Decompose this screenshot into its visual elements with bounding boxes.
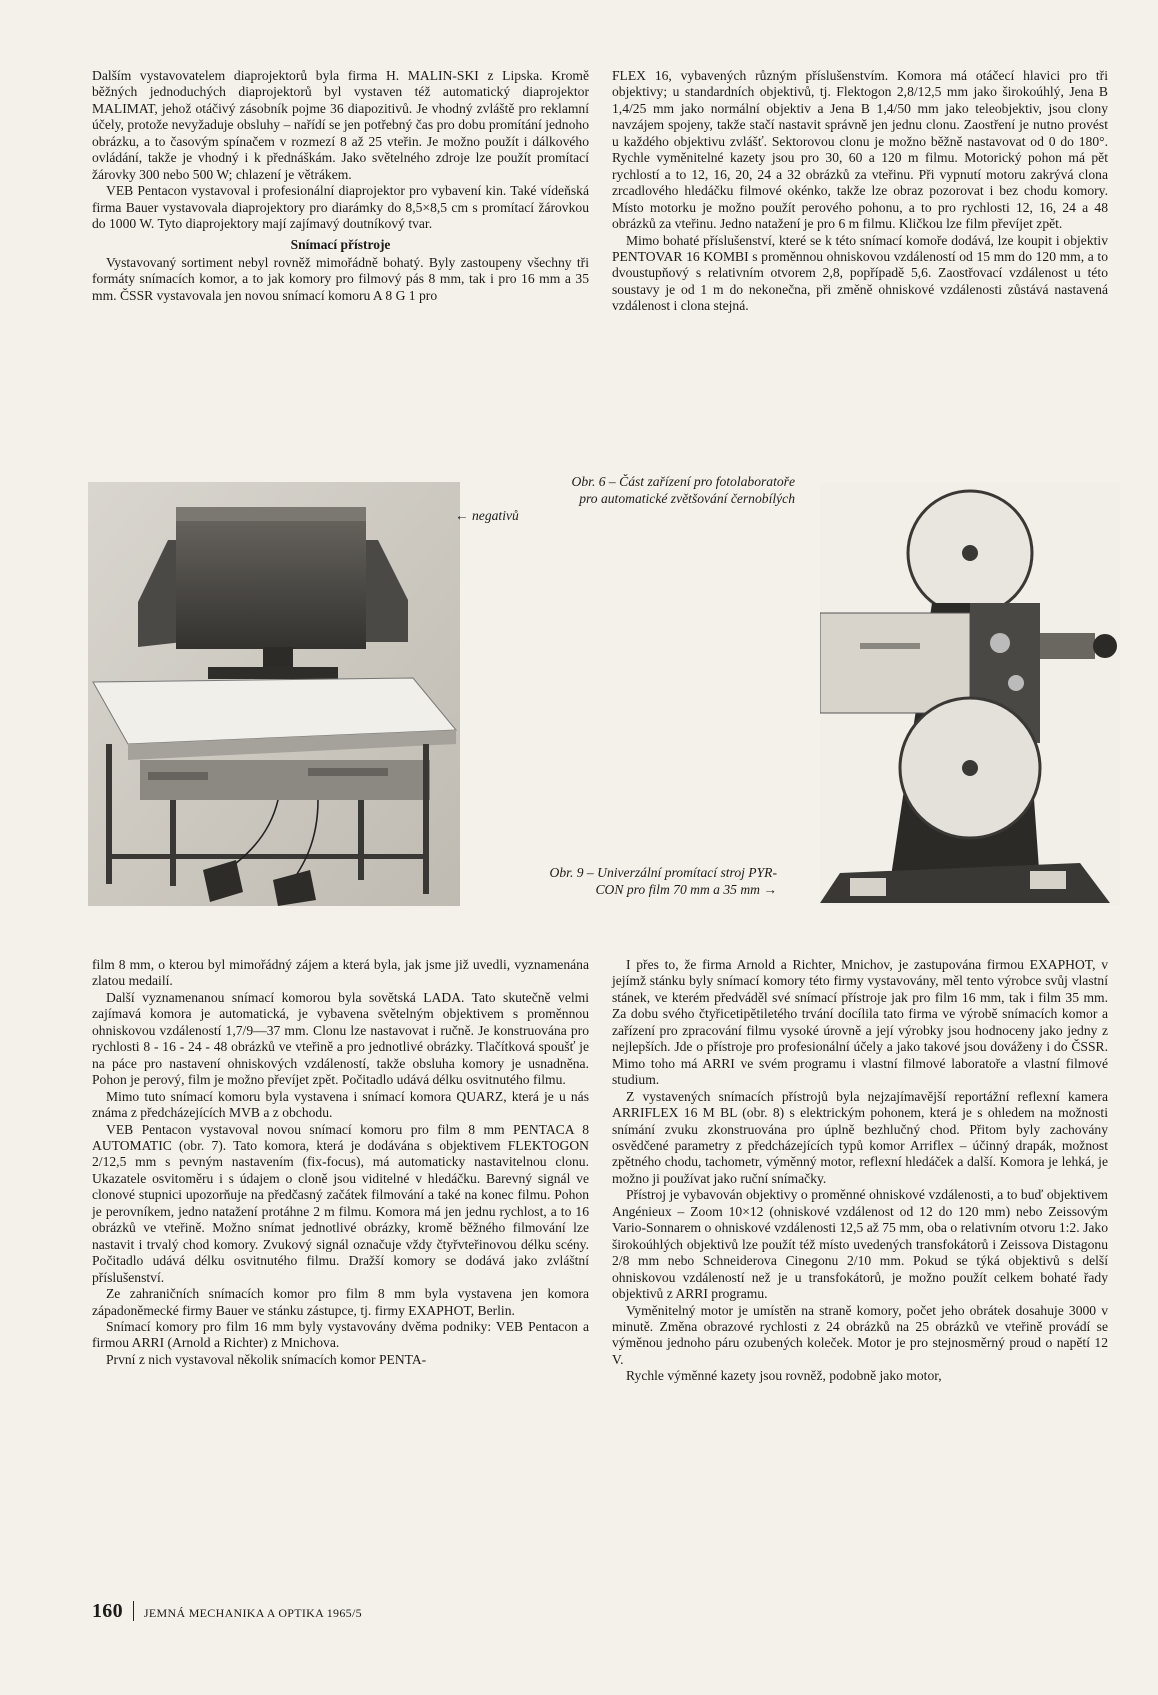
paragraph: VEB Pentacon vystavoval novou snímací komoru pro film 8 mm PENTACA 8 AUTOMATIC (obr. 7). Tato komora, která je dodávána s objektivem FLEKTOGON 2/12,5 mm s pevným nastavením (fix-focus), má automaticky nastavitelnou clonu. Ukazatele osvitoměru i s údajem o cloně jsou viditelné v hledáčku. Barevný signál ve clonové stupnici upozorňuje na předčasný začátek filmování a také na konec filmu. Pohon je perovníkem, jedno natažení protáhne 2 m filmu. Komora má jen jednu rychlost, a to 16 obrázků ve vteřině. Možno snímat jednotlivé obrázky, kromě běžného filmování lze nastavit i trvalý chod komory. Zvukový signál označuje vždy čtyřvteřinovou délku scény. Počitadlo udává délku osvitnutého filmu. Dražší komory se dodává jako zvláštní příslušenství. [92, 1121, 589, 1285]
paragraph: Přístroj je vybavován objektivy o proměnné ohniskové vzdálenosti, a to buď objektivem Angénieux – Zoom 10×12 (ohniskové vzdálenost od 12 do 120 mm) nebo Zeissovým Vario-Sonnarem o ohniskové vzdálenosti 12,5 až 75 mm, oba o relativním otvoru 1:2. Jako širokoúhlých objektivů lze použít též místo uvedených transfokátorů i Zeissova Distagonu 2/8 mm nebo Schneiderova Cinegonu 2/10 mm. Pokud se týká objektivů s delší ohniskovou vzdáleností než je u transfokátorů, je možno použít celkem bohaté řady objektivů z ARRI programu. [612, 1187, 1108, 1302]
paragraph: Rychle výměnné kazety jsou rovněž, podobně jako motor, [626, 1368, 942, 1384]
caption-line: Obr. 9 – Univerzální promítací stroj PYR- [549, 865, 777, 880]
caption-line: ← negativů [455, 508, 519, 523]
paragraph: Vyměnitelný motor je umístěn na straně komory, počet jeho obrátek dosahuje 3000 v minutě. Změna obrazové rychlosti z 24 obrázků na 25 obrázků ve vteřině provádí se výměnou jednoho páru ozubených koleček. Motor je pro stejnosměrný proud o napětí 12 V. [612, 1302, 1108, 1367]
paragraph: VEB Pentacon vystavoval i profesionální diaprojektor pro vybavení kin. Také vídeňská firma Bauer vystavovala diaprojektory pro diarámky do 8,5×8,5 cm s promítací žárovkou do 1000 W. Tyto diaprojektory mají zajímavý doutníkový tvar. [92, 183, 589, 232]
paragraph: Mimo bohaté příslušenství, které se k této snímací komoře dodává, lze koupit i objektiv PENTOVAR 16 KOMBI s proměnnou ohniskovou vzdáleností od 15 mm do 120 mm, a to dvoustupňový s relativním otvorem 2,8, popřípadě 5,6. Zaostřovací vzdálenost u této soustavy je od 1 m do nekonečna, při změně ohniskové vzdálenosti zůstává nastavená vzdálenost i clona stejná. [612, 232, 1108, 314]
caption-line: CON pro film 70 mm a 35 mm → [595, 882, 777, 897]
section-heading: Snímací přístroje [290, 236, 391, 252]
paragraph: Vystavovaný sortiment nebyl rovněž mimořádně bohatý. Byly zastoupeny všechny tři formáty snímacích komor, a to jak komory pro filmový pás 8 mm, tak i pro 16 mm a 35 mm. ČSSR vystavovala jen novou snímací komoru A 8 G 1 pro [92, 254, 589, 303]
paragraph: Mimo tuto snímací komoru byla vystavena i snímací komora QUARZ, která je u nás známa z předcházejících MVB a z obchodu. [92, 1088, 589, 1121]
caption-line: pro automatické zvětšování černobílých [579, 491, 795, 506]
footer-divider [133, 1601, 134, 1621]
figure-6-caption [455, 473, 795, 524]
caption-line: Obr. 6 – Část zařízení pro fotolaboratoře [571, 474, 795, 489]
paragraph: film 8 mm, o kterou byl mimořádný zájem a která byla, jak jsme již uvedli, vyznamenána zlatou medailí. [92, 957, 589, 989]
bottom-left-column [92, 957, 589, 1368]
paragraph: Z vystavených snímacích přístrojů byla nejzajímavější reportážní reflexní kamera ARRIFLEX 16 M BL (obr. 8) s elektrickým pohonem, která je s ohledem na možnosti snímání zvuku zkonstruována pro úplně bezhlučný chod. Přitom byly zachovány osvědčené parametry z předcházejících typů komor Arriflex – účinný drapák, možnost zpětného chodu, tachometr, výměnný motor, reflexní hledáček a další. Komora je lehká, je možno ji používat jako ruční snímačky. [612, 1088, 1108, 1186]
paragraph: Dalším vystavovatelem diaprojektorů byla firma H. MALIN-SKI z Lipska. Kromě běžných jednoduchých diaprojektorů byl vystaven též automatický diaprojektor MALIMAT, jehož otáčivý zásobník pojme 36 diapozitivů. Je vhodný zvláště pro reklamní účely, protože nevyžaduje obsluhy – nařídí se jen potřebný čas pro dobu promítání jednoho obrázku, a to časovým spínačem v rozmezí 8 až 25 vteřin. Je možno použít i dálkového ovládání, takže je vhodný i k přednáškám. Jako světelného zdroje lze použít promítací žárovky 300 nebo 500 W; chlazení je větrákem. [92, 68, 589, 182]
journal-name: JEMNÁ MECHANIKA A OPTIKA 1965/5 [143, 1606, 362, 1620]
paragraph: První z nich vystavoval několik snímacích komor PENTA- [106, 1351, 427, 1367]
page-number: 160 [92, 1600, 123, 1622]
figure-9-photo [820, 483, 1120, 905]
top-right-column [612, 68, 1108, 315]
paragraph: Další vyznamenanou snímací komorou byla sovětská LADA. Tato skutečně velmi zajímavá komora je automatická, je vybavena světelným objektivem s proměnnou ohniskovou vzdáleností 1,7/9—37 mm. Clonu lze nastavovat i ručně. Je konstruována pro rychlosti 8 - 16 - 24 - 48 obrázků ve vteřině a pro jednotlivé obrázky. Tlačítková spoušť je na páce pro nastavení ohniskových vzdáleností, takže obsluha komory je usnadněna. Pohon je perový, film je možno převíjet zpět. Počitadlo udává délku osvitnutého filmu. [92, 989, 589, 1088]
paragraph: FLEX 16, vybavených různým příslušenstvím. Komora má otáčecí hlavici pro tři objektivy; u standardních objektivů, tj. Flektogon 2,8/12,5 mm jako širokoúhlý, Jena B 1,4/25 mm jako normální objektiv a Jena B 1,4/50 mm jako teleobjektiv, jsou clony navzájem spojeny, takže stačí nastavit správně jen jednu clonu. Zaostření je nutno provést u každého objektivu zvlášť. Sektorovou clonu je možno běžně nastavovat od 0 do 180°. Rychle vyměnitelné kazety jsou pro 30, 60 a 120 m filmu. Motorický pohon má pět rychlostí a to 12, 16, 20, 24 a 32 obrázků za vteřinu. Při vypnutí motoru zakrývá clona zrcadlového hledáčku filmové okénko, takže lze obraz pozorovat i bez chodu komory. Místo motorku je možno použít perového pohonu, a to pro rychlosti 12, 16, 24 a 48 obrázků za vteřinu. Jedno natažení je pro 6 m filmu. Kličkou lze film převíjet zpět. [612, 68, 1108, 232]
top-left-column [92, 68, 589, 304]
bottom-right-column [612, 957, 1108, 1385]
page-footer [92, 1600, 362, 1623]
figure-9-caption [455, 864, 777, 898]
paragraph: Snímací komory pro film 16 mm byly vystavovány dvěma podniky: VEB Pentacon a firmou ARRI (Arnold a Richter) z Mnichova. [92, 1318, 589, 1351]
figure-6-photo [88, 482, 460, 906]
paragraph: Ze zahraničních snímacích komor pro film 8 mm byla vystavena jen komora západoněmecké firmy Bauer ve stánku zástupce, tj. firmy EXAPHOT, Berlin. [92, 1286, 589, 1318]
paragraph: I přes to, že firma Arnold a Richter, Mnichov, je zastupována firmou EXAPHOT, v jejímž stánku byly snímací komory této firmy vystavovány, měl tento výrobce svůj vlastní stánek, ve kterém předváděl své snímací přístroje jak pro film 16 mm, tak i film 35 mm. Za dobu svého čtyřicetipětiletého trvání docílila tato firma ve výrobě snímacích komor a zařízení pro zpracování filmu vysoké úrovně a její výrobky jsou hodnoceny jako jedny z nejlepších. Jde o přístroje pro profesionální účely a jako takové jsou dováženy i do ČSSR. Mimo toho má ARRI ve svém programu i vlastní filmové laboratoře a vlastní filmové studium. [612, 957, 1108, 1088]
